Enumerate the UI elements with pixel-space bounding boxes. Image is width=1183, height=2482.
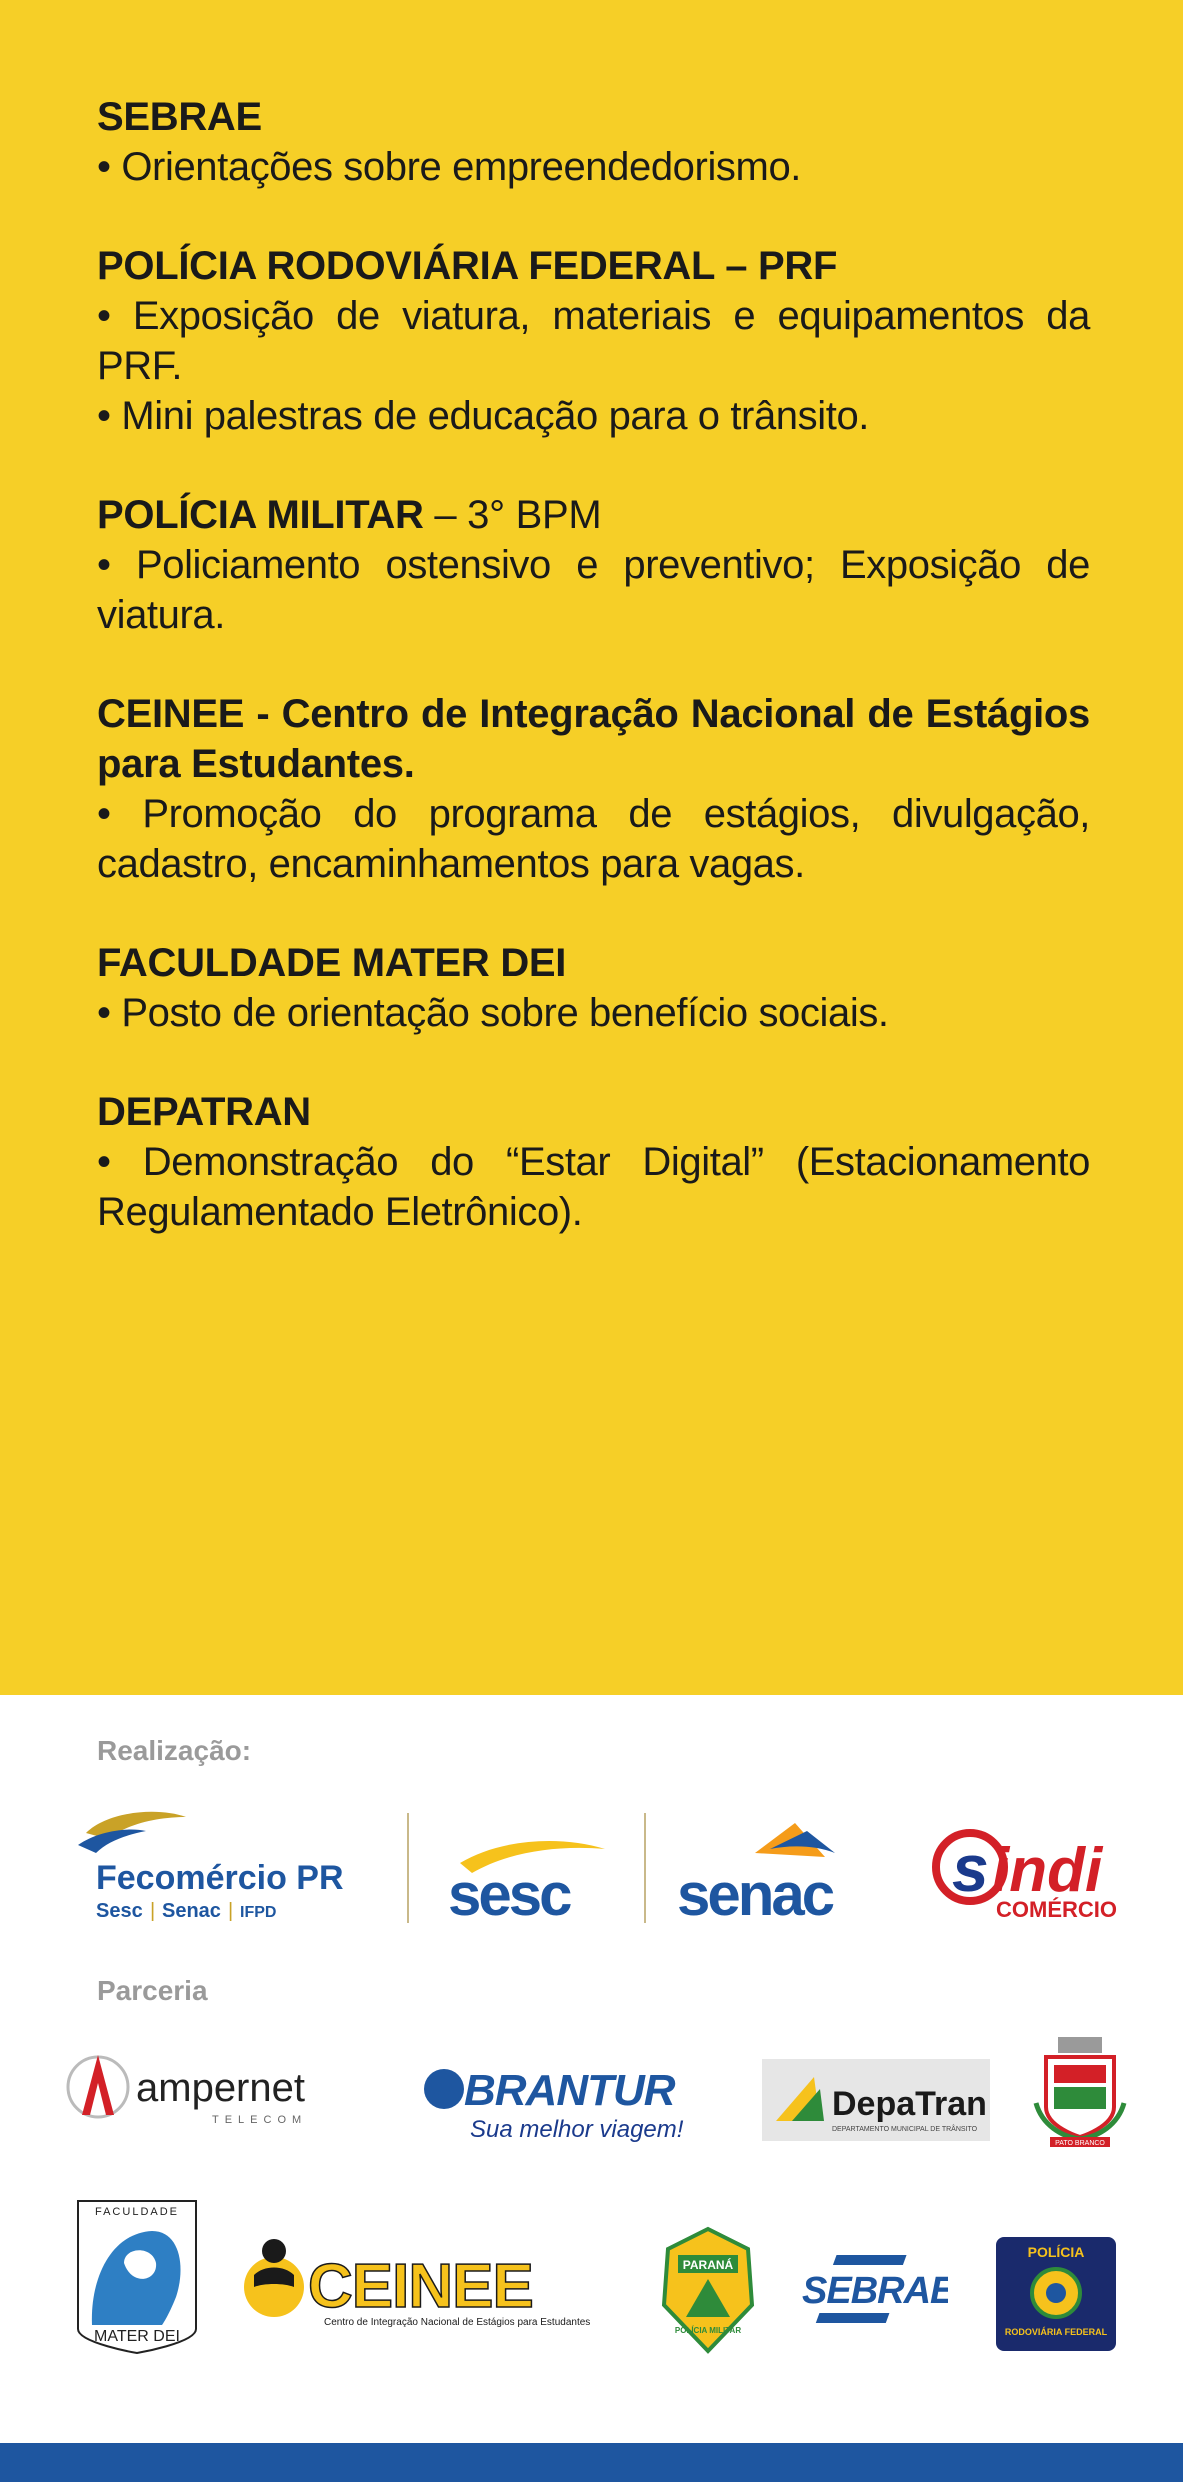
- svg-text:indi: indi: [992, 1836, 1103, 1905]
- section-body: [97, 988, 1090, 1038]
- section-title: SEBRAE: [97, 95, 262, 139]
- section-body: [97, 1137, 1090, 1237]
- prf-logo: [994, 2235, 1118, 2353]
- section-title: FACULDADE MATER DEI: [97, 941, 567, 985]
- realizacao-label: Realização:: [97, 1735, 252, 1766]
- brantur-tagline: Sua melhor viagem!: [470, 2116, 684, 2143]
- sebrae-logo: [798, 2251, 948, 2331]
- pato-branco-crest: [1032, 2033, 1128, 2151]
- brantur-name: BRANTUR: [464, 2066, 675, 2115]
- sindi-sub: COMÉRCIO: [996, 1897, 1117, 1922]
- logo-divider: [644, 1813, 646, 1923]
- section-line: • Policiamento ostensivo e preventivo; Exposição de viatura.: [97, 543, 1090, 637]
- brantur-globe-icon: [424, 2069, 464, 2109]
- section-title: DEPATRAN: [97, 1090, 311, 1134]
- fecomercio-sub-senac: Senac: [162, 1900, 221, 1922]
- mater-dei-top: FACULDADE: [94, 2206, 180, 2218]
- logo-divider: [407, 1813, 409, 1923]
- section-body: [97, 540, 1090, 640]
- fecomercio-sub-ifpd: IFPD: [240, 1904, 277, 1921]
- section-line: • Demonstração do “Estar Digital” (Estacionamento Regulamentado Eletrônico).: [97, 1140, 1090, 1234]
- ampernet-logo: [62, 2045, 382, 2135]
- bottom-bar: [0, 2443, 1183, 2482]
- section-line: • Orientações sobre empreendedorismo.: [97, 145, 802, 189]
- section-ceinee: [97, 689, 1090, 889]
- sesc-logo: [440, 1825, 620, 1925]
- section-title-suffix: – 3° BPM: [423, 493, 602, 537]
- section-depatran: [97, 1087, 1090, 1237]
- section-body: [97, 291, 1090, 441]
- section-title: POLÍCIA RODOVIÁRIA FEDERAL – PRF: [97, 244, 838, 288]
- svg-text:|: |: [228, 1900, 234, 1922]
- svg-text:s: s: [952, 1831, 989, 1905]
- pm-bottom: POLÍCIA MILITAR: [674, 2326, 742, 2335]
- section-line: • Posto de orientação sobre benefício sociais.: [97, 991, 889, 1035]
- ampernet-name: ampernet: [136, 2066, 305, 2110]
- fecomercio-name: Fecomércio PR: [96, 1859, 344, 1897]
- depatran-logo: [762, 2059, 990, 2141]
- section-mater-dei: [97, 938, 1090, 1038]
- svg-text:|: |: [150, 1900, 156, 1922]
- fecomercio-logo: [68, 1805, 388, 1925]
- parceria-label: Parceria: [97, 1975, 208, 2006]
- crest-crown-icon: [1058, 2037, 1102, 2053]
- ceinee-logo: [236, 2235, 598, 2331]
- ampernet-sub: TELECOM: [212, 2114, 308, 2126]
- crest-label: PATO BRANCO: [1055, 2140, 1105, 2147]
- prf-top: POLÍCIA: [1027, 2244, 1085, 2260]
- pm-top: PARANÁ: [682, 2258, 734, 2272]
- section-line: • Exposição de viatura, materiais e equipamentos da PRF.: [97, 294, 1090, 388]
- ceinee-globe-icon: [244, 2257, 304, 2317]
- section-line: • Promoção do programa de estágios, divulgação, cadastro, encaminhamentos para vagas.: [97, 792, 1090, 886]
- depatran-sub: DEPARTAMENTO MUNICIPAL DE TRÂNSITO: [832, 2126, 978, 2133]
- mater-dei-bottom: MATER DEI: [94, 2328, 180, 2345]
- policia-militar-logo: [658, 2225, 758, 2355]
- section-body: [97, 789, 1090, 889]
- section-line: • Mini palestras de educação para o trânsito.: [97, 394, 870, 438]
- mater-dei-logo: [72, 2197, 202, 2355]
- section-prf: [97, 241, 1090, 441]
- sebrae-wordmark: SEBRAE: [802, 2270, 948, 2312]
- ampernet-a-icon: [82, 2055, 114, 2115]
- senac-logo: [675, 1813, 875, 1925]
- sindi-logo: [930, 1825, 1135, 1925]
- section-policia-militar: [97, 490, 1090, 640]
- section-title: POLÍCIA MILITAR – 3° BPM: [97, 493, 602, 537]
- senac-wordmark: senac: [677, 1861, 833, 1925]
- sponsors-footer: [0, 1695, 1183, 2443]
- sesc-wordmark: sesc: [448, 1861, 570, 1925]
- fecomercio-sub-sesc: Sesc: [96, 1900, 143, 1922]
- sections-list: [97, 92, 1090, 1286]
- section-title: CEINEE - Centro de Integração Nacional de Estágios para Estudantes.: [97, 692, 1090, 786]
- depatran-name: DepaTran: [832, 2085, 987, 2123]
- ceinee-name: CEINEE: [308, 2252, 533, 2321]
- ceinee-sub: Centro de Integração Nacional de Estágios para Estudantes: [324, 2317, 591, 2328]
- prf-bottom: RODOVIÁRIA FEDERAL: [1004, 2327, 1108, 2337]
- section-body: [97, 142, 1090, 192]
- brantur-logo: [420, 2055, 720, 2155]
- section-sebrae: [97, 92, 1090, 192]
